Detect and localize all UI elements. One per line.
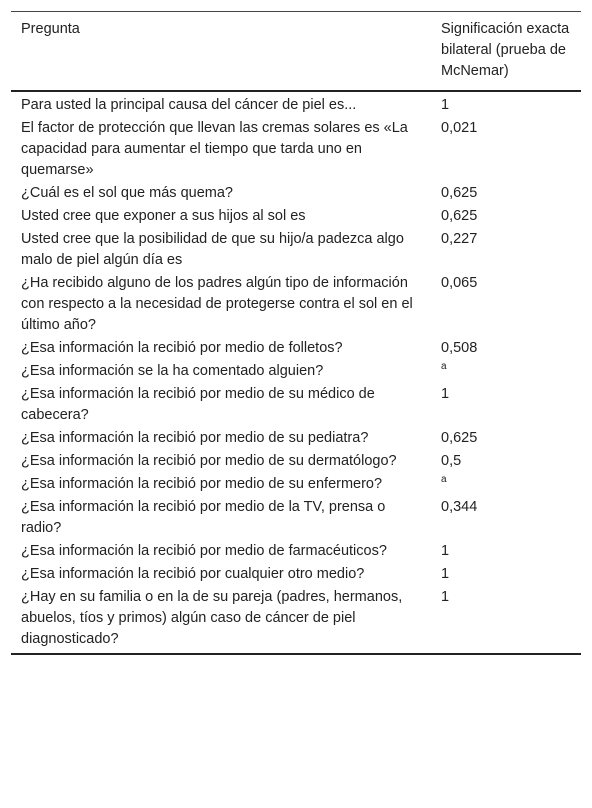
footnote-marker: a xyxy=(441,361,447,372)
table-row xyxy=(11,473,581,496)
significance-cell xyxy=(431,360,581,383)
question-cell: ¿Esa información se la ha comentado alguien? xyxy=(21,363,324,379)
header-significance: Significación exacta bilateral (prueba de McNemar) xyxy=(441,21,570,79)
significance-cell xyxy=(431,473,581,496)
table-row xyxy=(11,450,581,473)
table-row xyxy=(11,586,581,654)
significance-cell: 0,508 xyxy=(441,340,478,356)
table-row xyxy=(11,563,581,586)
question-cell: ¿Esa información la recibió por cualquier otro medio? xyxy=(21,566,365,582)
table-row xyxy=(11,360,581,383)
mcnemar-table xyxy=(11,11,581,655)
significance-cell: 1 xyxy=(441,566,450,582)
question-cell: ¿Esa información la recibió por medio de su enfermero? xyxy=(21,476,383,492)
significance-cell: 0,625 xyxy=(441,185,478,201)
significance-cell: 0,021 xyxy=(441,120,478,136)
question-cell: El factor de protección que llevan las cremas solares es «La capacidad para aumentar el tiempo que tarda uno en quemarse» xyxy=(21,120,408,178)
table-row xyxy=(11,540,581,563)
significance-cell: 0,065 xyxy=(441,275,478,291)
table-header xyxy=(11,12,581,92)
table-row xyxy=(11,383,581,427)
question-cell: ¿Esa información la recibió por medio de su pediatra? xyxy=(21,430,369,446)
question-cell: ¿Esa información la recibió por medio de su médico de cabecera? xyxy=(21,386,375,423)
table-row xyxy=(11,205,581,228)
table-row xyxy=(11,337,581,360)
mcnemar-table-container xyxy=(11,11,581,655)
significance-cell: 0,625 xyxy=(441,430,478,446)
header-question: Pregunta xyxy=(21,21,80,37)
significance-cell: 0,5 xyxy=(441,453,462,469)
footnote-marker: a xyxy=(441,474,447,485)
table-row xyxy=(11,91,581,117)
header-row xyxy=(11,12,581,92)
question-cell: Usted cree que exponer a sus hijos al sol es xyxy=(21,208,306,224)
question-cell: ¿Hay en su familia o en la de su pareja (padres, hermanos, abuelos, tíos y primos) algún caso de cáncer de piel diagnosticado? xyxy=(21,589,403,647)
table-row xyxy=(11,117,581,182)
question-cell: ¿Esa información la recibió por medio de su dermatólogo? xyxy=(21,453,397,469)
question-cell: ¿Esa información la recibió por medio de folletos? xyxy=(21,340,343,356)
significance-cell: 1 xyxy=(441,97,450,113)
significance-cell: 1 xyxy=(441,386,450,402)
question-cell: ¿Cuál es el sol que más quema? xyxy=(21,185,233,201)
significance-cell: 0,227 xyxy=(441,231,478,247)
significance-cell: 1 xyxy=(441,589,450,605)
table-row xyxy=(11,228,581,272)
question-cell: ¿Esa información la recibió por medio de la TV, prensa o radio? xyxy=(21,499,386,536)
table-row xyxy=(11,496,581,540)
significance-cell: 0,625 xyxy=(441,208,478,224)
table-row xyxy=(11,182,581,205)
table-row xyxy=(11,427,581,450)
question-cell: Para usted la principal causa del cáncer de piel es... xyxy=(21,97,357,113)
significance-cell: 1 xyxy=(441,543,450,559)
table-row xyxy=(11,272,581,337)
question-cell: ¿Ha recibido alguno de los padres algún tipo de información con respecto a la necesidad de protegerse contra el sol en el último año? xyxy=(21,275,413,333)
table-body xyxy=(11,91,581,654)
question-cell: Usted cree que la posibilidad de que su hijo/a padezca algo malo de piel algún día es xyxy=(21,231,404,268)
question-cell: ¿Esa información la recibió por medio de farmacéuticos? xyxy=(21,543,387,559)
significance-cell: 0,344 xyxy=(441,499,478,515)
